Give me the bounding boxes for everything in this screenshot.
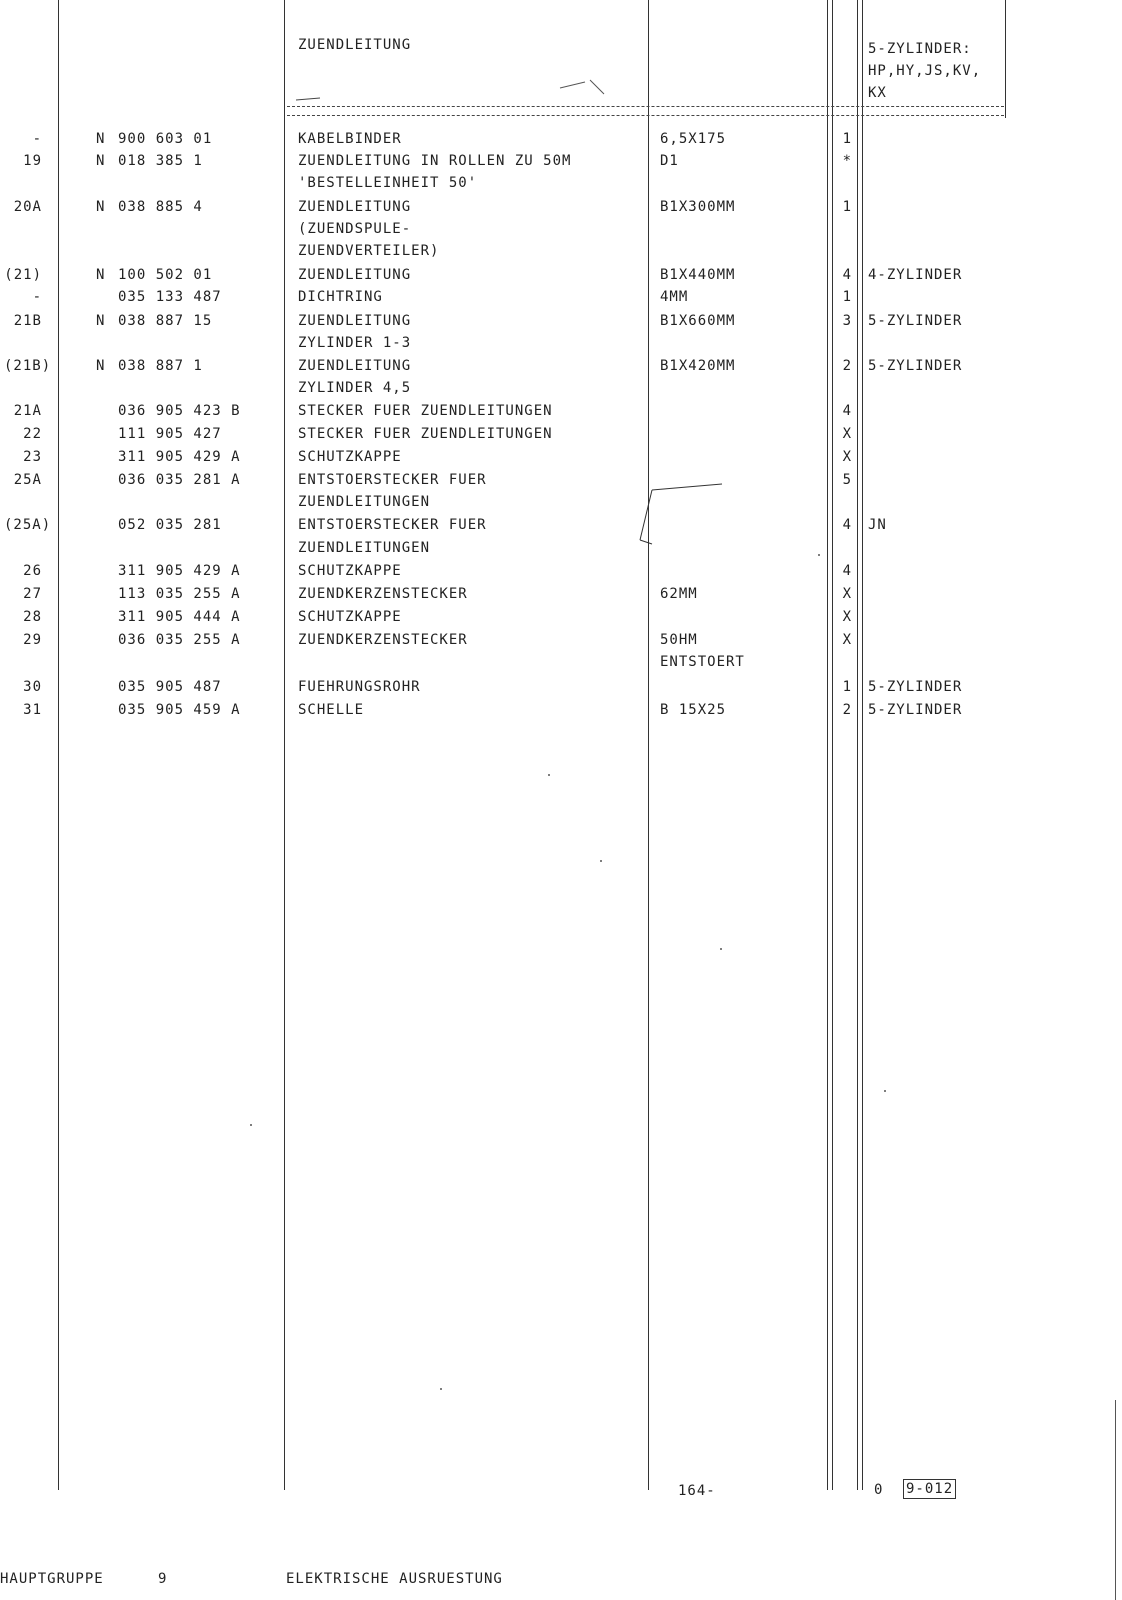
description: ZUENDLEITUNG <box>298 267 412 283</box>
table-row <box>0 172 1122 194</box>
scan-speck <box>818 554 820 556</box>
table-row <box>0 286 1122 308</box>
position-number: 19 <box>23 153 42 169</box>
description: ZUENDKERZENSTECKER <box>298 632 468 648</box>
position-number: 25A <box>13 472 42 488</box>
quantity: 2 <box>842 702 852 718</box>
quantity: 2 <box>842 358 852 374</box>
scan-mark <box>560 80 604 94</box>
quantity: X <box>842 426 852 442</box>
main-group-number: 9 <box>158 1571 168 1587</box>
part-number: 036 035 281 A <box>118 472 241 488</box>
quantity: * <box>842 153 852 169</box>
position-number: 22 <box>23 426 42 442</box>
flag: N <box>96 358 106 374</box>
quantity: 1 <box>842 131 852 147</box>
position-number: (21B) <box>4 358 52 374</box>
quantity: 4 <box>842 563 852 579</box>
table-row <box>0 651 1122 673</box>
description: SCHUTZKAPPE <box>298 609 402 625</box>
scan-speck <box>600 860 602 862</box>
table-row <box>0 377 1122 399</box>
description: ZYLINDER 4,5 <box>298 380 412 396</box>
part-number: 035 133 487 <box>118 289 222 305</box>
flag: N <box>96 313 106 329</box>
description: SCHUTZKAPPE <box>298 449 402 465</box>
table-row <box>0 583 1122 605</box>
table-row <box>0 150 1122 172</box>
remark: 5-ZYLINDER <box>868 358 963 374</box>
quantity: 4 <box>842 403 852 419</box>
table-row <box>0 128 1122 150</box>
description: ZYLINDER 1-3 <box>298 335 412 351</box>
description: (ZUENDSPULE- <box>298 221 412 237</box>
note: 62MM <box>660 586 698 602</box>
quantity: 5 <box>842 472 852 488</box>
description: KABELBINDER <box>298 131 402 147</box>
description: ENTSTOERSTECKER FUER <box>298 472 487 488</box>
position-number: (25A) <box>4 517 52 533</box>
page-code-prefix: 0 <box>874 1482 884 1498</box>
description: ZUENDLEITUNGEN <box>298 494 431 510</box>
part-number: 036 905 423 B <box>118 403 241 419</box>
group-title: ZUENDLEITUNG <box>298 37 412 53</box>
quantity: X <box>842 632 852 648</box>
quantity: 4 <box>842 267 852 283</box>
part-number: 052 035 281 <box>118 517 222 533</box>
scan-speck <box>250 1124 252 1126</box>
scan-speck <box>884 1090 886 1092</box>
position-number: 21A <box>13 403 42 419</box>
part-number: 018 385 1 <box>118 153 203 169</box>
part-number: 900 603 01 <box>118 131 213 147</box>
part-number: 035 905 459 A <box>118 702 241 718</box>
table-row <box>0 606 1122 628</box>
header-remark-line-2: HP,HY,JS,KV, <box>868 63 982 79</box>
position-number: 23 <box>23 449 42 465</box>
note: B1X420MM <box>660 358 736 374</box>
quantity: 3 <box>842 313 852 329</box>
header-remark-line-1: 5-ZYLINDER: <box>868 41 972 57</box>
quantity: 1 <box>842 289 852 305</box>
main-group-title: ELEKTRISCHE AUSRUESTUNG <box>286 1571 503 1587</box>
flag: N <box>96 199 106 215</box>
note: B1X660MM <box>660 313 736 329</box>
quantity: 1 <box>842 199 852 215</box>
table-row <box>0 196 1122 218</box>
table-row <box>0 310 1122 332</box>
remark: 5-ZYLINDER <box>868 679 963 695</box>
description: ZUENDLEITUNG <box>298 199 412 215</box>
table-row <box>0 400 1122 422</box>
note: B 15X25 <box>660 702 727 718</box>
table-row <box>0 491 1122 513</box>
description: FUEHRUNGSROHR <box>298 679 421 695</box>
quantity: X <box>842 586 852 602</box>
description: DICHTRING <box>298 289 383 305</box>
description: ZUENDLEITUNGEN <box>298 540 431 556</box>
position-number: 30 <box>23 679 42 695</box>
position-number: - <box>32 131 42 147</box>
part-number: 038 887 15 <box>118 313 213 329</box>
table-row <box>0 676 1122 698</box>
quantity: 1 <box>842 679 852 695</box>
note: B1X300MM <box>660 199 736 215</box>
description: ZUENDLEITUNG <box>298 358 412 374</box>
part-number: 038 885 4 <box>118 199 203 215</box>
note: 4MM <box>660 289 689 305</box>
position-number: 31 <box>23 702 42 718</box>
table-row <box>0 218 1122 240</box>
table-row <box>0 469 1122 491</box>
page-number: 164- <box>678 1483 716 1499</box>
part-number: 038 887 1 <box>118 358 203 374</box>
description: SCHELLE <box>298 702 365 718</box>
table-row <box>0 332 1122 354</box>
flag: N <box>96 153 106 169</box>
description: 'BESTELLEINHEIT 50' <box>298 175 478 191</box>
note: ENTSTOERT <box>660 654 745 670</box>
note: 50HM <box>660 632 698 648</box>
description: ZUENDKERZENSTECKER <box>298 586 468 602</box>
position-number: 20A <box>13 199 42 215</box>
description: STECKER FUER ZUENDLEITUNGEN <box>298 403 553 419</box>
flag: N <box>96 267 106 283</box>
scan-speck <box>548 774 550 776</box>
page-code-box: 9-012 <box>903 1479 956 1499</box>
note: D1 <box>660 153 679 169</box>
flag: N <box>96 131 106 147</box>
part-number: 311 905 429 A <box>118 449 241 465</box>
description: STECKER FUER ZUENDLEITUNGEN <box>298 426 553 442</box>
table-row <box>0 560 1122 582</box>
table-row <box>0 240 1122 262</box>
table-row <box>0 537 1122 559</box>
table-row <box>0 629 1122 651</box>
table-row <box>0 423 1122 445</box>
scan-mark <box>296 98 320 100</box>
description: ZUENDLEITUNG <box>298 313 412 329</box>
remark: 5-ZYLINDER <box>868 702 963 718</box>
quantity: 4 <box>842 517 852 533</box>
position-number: 29 <box>23 632 42 648</box>
note: B1X440MM <box>660 267 736 283</box>
part-number: 035 905 487 <box>118 679 222 695</box>
table-row <box>0 355 1122 377</box>
description: ZUENDVERTEILER) <box>298 243 440 259</box>
part-number: 100 502 01 <box>118 267 213 283</box>
table-row <box>0 699 1122 721</box>
part-number: 111 905 427 <box>118 426 222 442</box>
position-number: (21) <box>4 267 42 283</box>
scan-speck <box>440 1388 442 1390</box>
position-number: 27 <box>23 586 42 602</box>
part-number: 311 905 444 A <box>118 609 241 625</box>
scan-speck <box>720 948 722 950</box>
column-rule-right <box>1005 0 1006 118</box>
description: ENTSTOERSTECKER FUER <box>298 517 487 533</box>
quantity: X <box>842 609 852 625</box>
table-row <box>0 446 1122 468</box>
position-number: 21B <box>13 313 42 329</box>
remark: JN <box>868 517 887 533</box>
position-number: - <box>32 289 42 305</box>
scan-edge <box>1115 1400 1116 1600</box>
remark: 5-ZYLINDER <box>868 313 963 329</box>
part-number: 036 035 255 A <box>118 632 241 648</box>
description: ZUENDLEITUNG IN ROLLEN ZU 50M <box>298 153 572 169</box>
remark: 4-ZYLINDER <box>868 267 963 283</box>
header-separator <box>287 106 1004 116</box>
quantity: X <box>842 449 852 465</box>
part-number: 311 905 429 A <box>118 563 241 579</box>
main-group-label: HAUPTGRUPPE <box>0 1571 104 1587</box>
table-row <box>0 514 1122 536</box>
part-number: 113 035 255 A <box>118 586 241 602</box>
note: 6,5X175 <box>660 131 727 147</box>
position-number: 28 <box>23 609 42 625</box>
table-row <box>0 264 1122 286</box>
header-remark-line-3: KX <box>868 85 887 101</box>
position-number: 26 <box>23 563 42 579</box>
description: SCHUTZKAPPE <box>298 563 402 579</box>
